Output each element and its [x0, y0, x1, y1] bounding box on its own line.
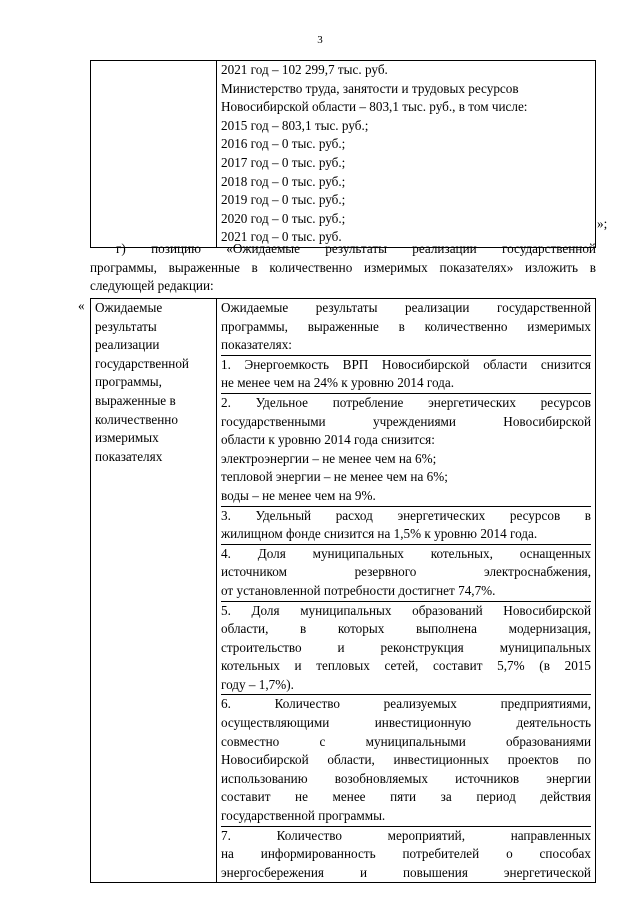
- funding-line: 2015 год – 803,1 тыс. руб.;: [221, 117, 369, 133]
- results-line: показателях:: [221, 337, 292, 353]
- results-line: 7. Количество мероприятий, направленных: [221, 827, 591, 843]
- label-line: программы,: [95, 374, 162, 390]
- paragraph-line: следующей редакции:: [90, 278, 214, 294]
- results-block-3: [221, 507, 591, 545]
- results-line: государственной программы.: [221, 808, 386, 824]
- label-line: реализации: [95, 337, 160, 353]
- funding-line: 2017 год – 0 тыс. руб.;: [221, 154, 346, 170]
- results-line: области, в которых выполнена модернизация,: [221, 621, 591, 637]
- funding-line: Новосибирской области – 803,1 тыс. руб., в том числе:: [221, 99, 528, 115]
- closing-quote: »;: [597, 216, 608, 231]
- label-line: государственной: [95, 355, 189, 371]
- results-block-intro: [221, 299, 591, 356]
- results-block-7: [221, 827, 591, 883]
- label-line: результаты: [95, 318, 157, 334]
- instruction-paragraph: [90, 240, 596, 296]
- results-line: на информированность потребителей о способах: [221, 846, 591, 862]
- results-line: 6. Количество реализуемых предприятиями,: [221, 696, 591, 712]
- results-line: котельных и тепловых сетей, составит 5,7% (в 2015: [221, 658, 591, 674]
- label-line: количественно: [95, 411, 178, 427]
- results-block-1: [221, 356, 591, 394]
- results-line: 4. Доля муниципальных котельных, оснащенных: [221, 545, 591, 561]
- funding-line: 2016 год – 0 тыс. руб.;: [221, 136, 346, 152]
- results-block-6: [221, 695, 591, 826]
- results-line: 5. Доля муниципальных образований Новосибирской: [221, 602, 591, 618]
- paragraph-line: программы, выраженные в количественно измеримых показателях» изложить в: [90, 259, 596, 275]
- results-line: области к уровню 2014 года снизится:: [221, 432, 435, 448]
- results-content-cell: [217, 299, 596, 883]
- funding-line: 2021 год – 102 299,7 тыс. руб.: [221, 62, 388, 77]
- results-block-2: [221, 394, 591, 507]
- results-line: не менее чем на 24% к уровню 2014 года.: [221, 375, 455, 391]
- label-line: показателях: [95, 448, 163, 464]
- funding-table-right-cell: [217, 61, 596, 248]
- label-line: измеримых: [95, 430, 159, 446]
- results-line: 2. Удельное потребление энергетических ресурсов: [221, 394, 591, 410]
- results-line: 1. Энергоемкость ВРП Новосибирской области снизится: [221, 356, 591, 372]
- results-line: электроэнергии – не менее чем на 6%;: [221, 450, 437, 466]
- results-line: совместно с муниципальными образованиями: [221, 733, 591, 749]
- results-line: осуществляющими инвестиционную деятельность: [221, 715, 591, 731]
- results-line: составит не менее пяти за период действия: [221, 789, 591, 805]
- results-line: от установленной потребности достигнет 74,7%.: [221, 582, 496, 598]
- funding-line: 2021 год – 0 тыс. руб.: [221, 229, 342, 245]
- results-line: государственными учреждениями Новосибирской: [221, 413, 591, 429]
- results-table: [90, 298, 596, 883]
- results-line: источником резервного электроснабжения,: [221, 564, 591, 580]
- results-line: году – 1,7%).: [221, 676, 294, 692]
- funding-line: 2020 год – 0 тыс. руб.;: [221, 210, 346, 226]
- results-line: энергосбережения и повышения энергетической: [221, 864, 591, 880]
- results-line: использованию возобновляемых источников энергии: [221, 770, 591, 786]
- funding-line: 2019 год – 0 тыс. руб.;: [221, 192, 346, 208]
- results-block-5: [221, 602, 591, 696]
- funding-line: 2018 год – 0 тыс. руб.;: [221, 173, 346, 189]
- label-line: Ожидаемые: [95, 300, 163, 315]
- funding-table-left-cell: [91, 61, 217, 248]
- paragraph-line: г) позицию «Ожидаемые результаты реализации государственной: [116, 241, 596, 256]
- results-label-cell: [91, 299, 217, 883]
- results-line: строительство и реконструкция муниципальных: [221, 639, 591, 655]
- results-line: Ожидаемые результаты реализации государственной: [221, 300, 591, 315]
- funding-table: [90, 60, 596, 248]
- results-line: программы, выраженные в количественно измеримых: [221, 318, 591, 334]
- page-number: 3: [317, 34, 323, 46]
- results-line: воды – не менее чем на 9%.: [221, 487, 376, 503]
- opening-quote: «: [78, 298, 85, 313]
- funding-line: Министерство труда, занятости и трудовых ресурсов: [221, 80, 519, 96]
- results-line: 3. Удельный расход энергетических ресурсов в: [221, 507, 591, 523]
- results-block-4: [221, 545, 591, 602]
- results-line: тепловой энергии – не менее чем на 6%;: [221, 469, 448, 485]
- results-line: жилищном фонде снизится на 1,5% к уровню 2014 года.: [221, 526, 538, 542]
- results-line: Новосибирской области, инвестиционных проектов по: [221, 752, 591, 768]
- label-line: выраженные в: [95, 392, 176, 408]
